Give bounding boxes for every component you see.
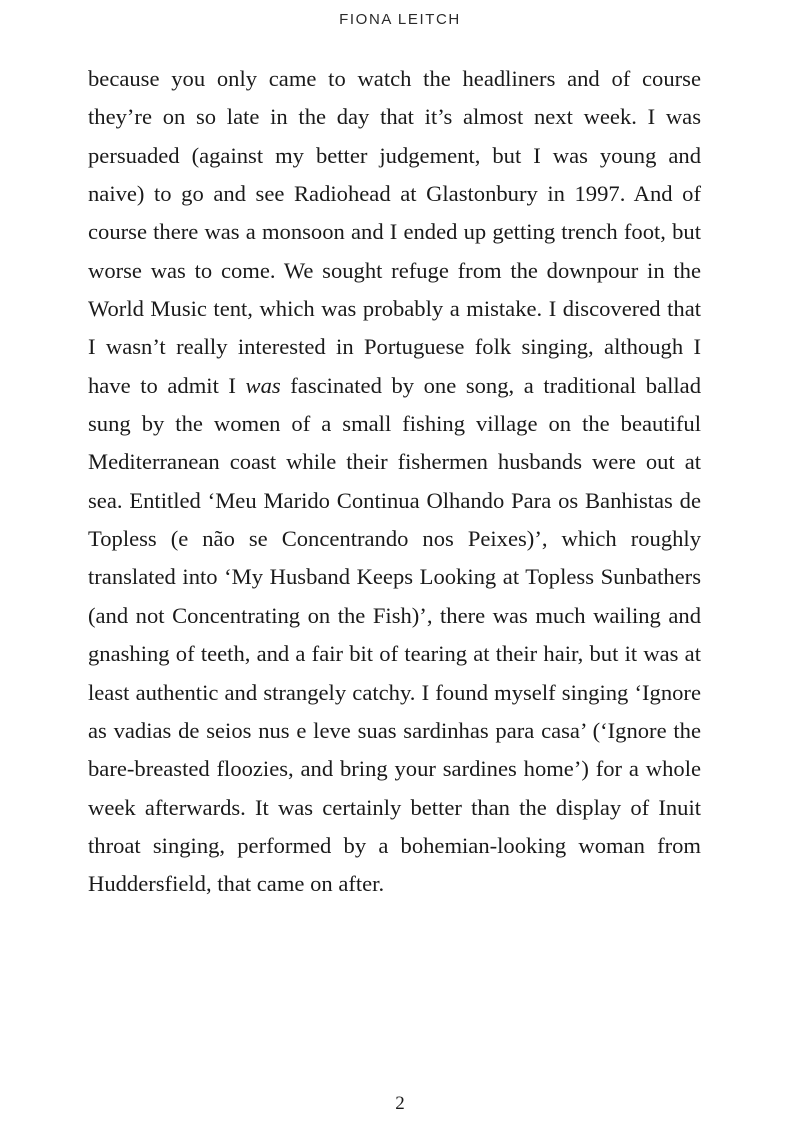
page-number: 2 (395, 1093, 405, 1114)
paragraph-text-part-1: because you only came to watch the headliners and of course they’re on so late in the day that it’s almost next week. I was persuaded (against my better judgement, but I was young and naive) to go and see Radiohead at Glastonbury in 1997. And of course there was a monsoon and I ended up getting trench foot, but worse was to come. We sought refuge from the downpour in the World Music tent, which was probably a mistake. I discovered that I wasn’t really interested in Portuguese folk singing, although I have to admit I (88, 66, 701, 398)
paragraph-text-part-2: fascinated by one song, a traditional ballad sung by the women of a small fishing village on the beautiful Mediterranean coast while their fishermen husbands were out at sea. Entitled ‘Meu Marido Continua Olhando Para os Banhistas de Topless (e não se Concentrando nos Peixes)’, which roughly translated into ‘My Husband Keeps Looking at Topless Sunbathers (and not Concentrating on the Fish)’, there was much wailing and gnashing of teeth, and a fair bit of tearing at their hair, but it was at least authentic and strangely catchy. I found myself singing ‘Ignore as vadias de seios nus e leve suas sardinhas para casa’ (‘Ignore the bare-breasted floozies, and bring your sardines home’) for a whole week afterwards. It was certainly better than the display of Inuit throat singing, performed by a bohemian-looking woman from Huddersfield, that came on after. (88, 372, 701, 897)
running-head: FIONA LEITCH (339, 11, 461, 28)
body-paragraph (88, 60, 701, 904)
emphasized-word: was (245, 372, 281, 398)
